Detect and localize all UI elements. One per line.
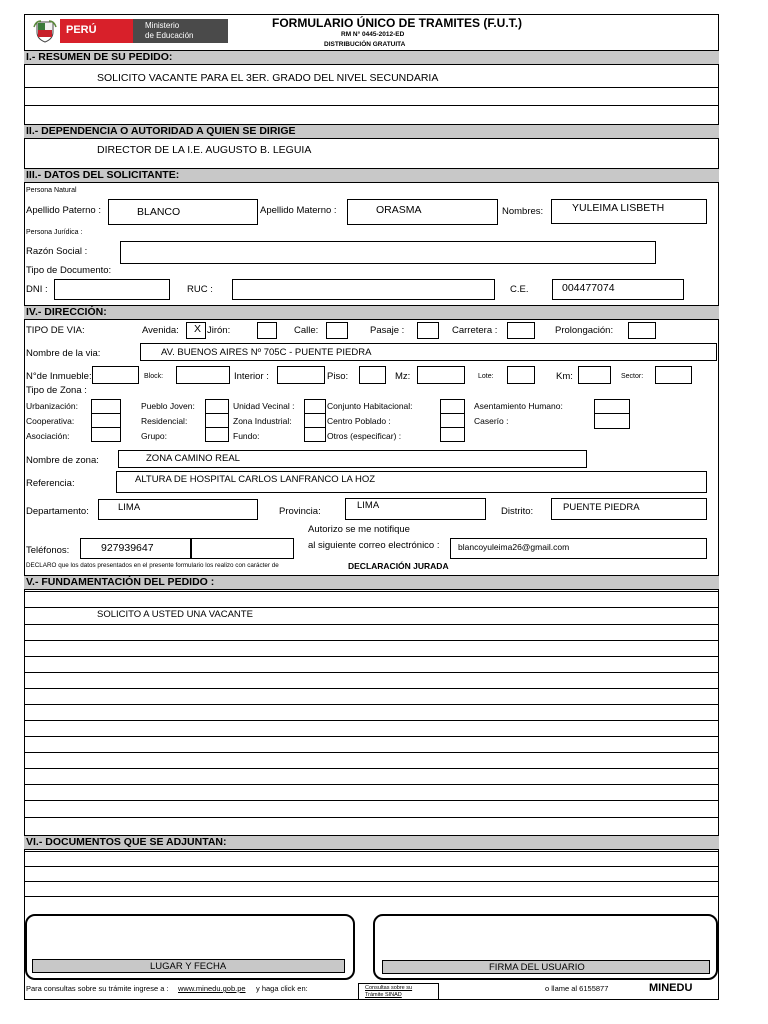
referencia-label: Referencia: bbox=[26, 478, 75, 489]
rule bbox=[24, 817, 719, 818]
pueblo-joven-checkbox[interactable] bbox=[205, 399, 229, 414]
zona-industrial-checkbox[interactable] bbox=[304, 413, 326, 428]
rule bbox=[24, 851, 719, 852]
centro-poblado-checkbox[interactable] bbox=[440, 413, 465, 428]
conjunto-habitacional-label: Conjunto Habitacional: bbox=[327, 401, 413, 411]
nombre-via-value: AV. BUENOS AIRES Nº 705C - PUENTE PIEDRA bbox=[161, 347, 372, 358]
telefonos-label: Teléfonos: bbox=[26, 545, 70, 556]
otros-checkbox[interactable] bbox=[440, 427, 465, 442]
brand-country-block bbox=[60, 19, 133, 43]
interior-label: Interior : bbox=[234, 371, 269, 382]
sinad-line1: Consultas sobre su bbox=[365, 985, 413, 991]
rule bbox=[24, 720, 719, 721]
otros-label: Otros (especificar) : bbox=[327, 431, 402, 441]
brand-ministry-block bbox=[133, 19, 228, 43]
prolongacion-label: Prolongación: bbox=[555, 325, 614, 336]
dni-field[interactable] bbox=[54, 279, 170, 300]
tipo-documento-label: Tipo de Documento: bbox=[26, 265, 112, 276]
cooperativa-label: Cooperativa: bbox=[26, 416, 75, 426]
rule bbox=[24, 87, 719, 88]
form-rm: RM N° 0445-2012-ED bbox=[341, 31, 405, 38]
lote-label: Lote: bbox=[478, 373, 494, 380]
interior-field[interactable] bbox=[277, 366, 325, 384]
rule bbox=[24, 624, 719, 625]
sector-label: Sector: bbox=[621, 373, 644, 380]
asociacion-label: Asociación: bbox=[26, 431, 70, 441]
email-value: blancoyuleima26@gmail.com bbox=[458, 542, 570, 552]
nombres-value: YULEIMA LISBETH bbox=[572, 202, 665, 214]
section-5-header: V.- FUNDAMENTACIÓN DEL PEDIDO : bbox=[24, 575, 719, 590]
fundo-label: Fundo: bbox=[233, 431, 260, 441]
rule bbox=[24, 736, 719, 737]
declaro-small: DECLARO que los datos presentados en el presente formulario los realizo con carácter de bbox=[26, 562, 279, 569]
zona-industrial-label: Zona Industrial: bbox=[233, 416, 292, 426]
departamento-value: LIMA bbox=[118, 502, 141, 513]
ce-value: 004477074 bbox=[562, 282, 615, 294]
provincia-label: Provincia: bbox=[279, 506, 321, 517]
centro-poblado-label: Centro Poblado : bbox=[327, 416, 391, 426]
ruc-field[interactable] bbox=[232, 279, 495, 300]
section-3-header: III.- DATOS DEL SOLICITANTE: bbox=[24, 168, 719, 183]
conjunto-habitacional-checkbox[interactable] bbox=[440, 399, 465, 414]
rule bbox=[24, 768, 719, 769]
inmueble-label: N°de Inmueble: bbox=[26, 371, 92, 382]
persona-juridica-label: Persona Jurídica : bbox=[26, 229, 83, 236]
click-text: y haga click en: bbox=[256, 984, 308, 993]
phone-text: o llame al 6155877 bbox=[545, 984, 609, 993]
unidad-vecinal-checkbox[interactable] bbox=[304, 399, 326, 414]
cooperativa-checkbox[interactable] bbox=[91, 413, 121, 428]
rule bbox=[24, 881, 719, 882]
telefono-value: 927939647 bbox=[101, 542, 154, 554]
autorizo-line1: Autorizo se me notifique bbox=[308, 524, 410, 535]
asociacion-checkbox[interactable] bbox=[91, 427, 121, 442]
mz-label: Mz: bbox=[395, 371, 411, 382]
minedu-label: MINEDU bbox=[649, 982, 693, 994]
rule bbox=[24, 866, 719, 867]
fundo-checkbox[interactable] bbox=[304, 427, 326, 442]
dni-label: DNI : bbox=[26, 284, 48, 295]
provincia-value: LIMA bbox=[357, 500, 380, 511]
apellido-materno-field[interactable] bbox=[347, 199, 498, 225]
tipo-zona-label: Tipo de Zona : bbox=[26, 385, 87, 396]
apellido-materno-value: ORASMA bbox=[376, 204, 422, 216]
nombres-label: Nombres: bbox=[502, 206, 544, 217]
section-1-text: SOLICITO VACANTE PARA EL 3ER. GRADO DEL NIVEL SECUNDARIA bbox=[97, 72, 439, 84]
brand-country: PERÚ bbox=[66, 24, 97, 36]
avenida-mark: X bbox=[194, 323, 202, 335]
apellido-materno-label: Apellido Materno : bbox=[260, 205, 337, 216]
apellido-paterno-value: BLANCO bbox=[137, 206, 181, 218]
avenida-label: Avenida: bbox=[142, 325, 179, 336]
residencial-checkbox[interactable] bbox=[205, 413, 229, 428]
carretera-checkbox[interactable] bbox=[507, 322, 535, 339]
rule bbox=[24, 640, 719, 641]
section-5-text: SOLICITO A USTED UNA VACANTE bbox=[97, 609, 253, 620]
km-label: Km: bbox=[556, 371, 573, 382]
jiron-checkbox[interactable] bbox=[257, 322, 277, 339]
nombre-zona-value: ZONA CAMINO REAL bbox=[146, 453, 240, 464]
rule bbox=[24, 672, 719, 673]
ruc-label: RUC : bbox=[187, 284, 213, 295]
rule bbox=[24, 105, 719, 106]
section-2-text: DIRECTOR DE LA I.E. AUGUSTO B. LEGUIA bbox=[97, 144, 312, 156]
apellido-paterno-field[interactable] bbox=[108, 199, 258, 225]
block-label: Block: bbox=[144, 373, 164, 380]
nombre-zona-label: Nombre de zona: bbox=[26, 455, 99, 466]
nombre-via-label: Nombre de la via: bbox=[26, 348, 101, 359]
section-6-header: VI.- DOCUMENTOS QUE SE ADJUNTAN: bbox=[24, 835, 719, 850]
grupo-label: Grupo: bbox=[141, 431, 167, 441]
residencial-label: Residencial: bbox=[141, 416, 188, 426]
form-title: FORMULARIO ÚNICO DE TRAMITES (F.U.T.) bbox=[272, 16, 522, 30]
ce-label: C.E. bbox=[510, 284, 529, 295]
minedu-url[interactable]: www.minedu.gob.pe bbox=[178, 984, 246, 993]
inmueble-field[interactable] bbox=[92, 366, 139, 384]
rule bbox=[24, 704, 719, 705]
section-2-header: II.- DEPENDENCIA O AUTORIDAD A QUIEN SE DIRIGE bbox=[24, 124, 719, 139]
autorizo-line2: al siguiente correo electrónico : bbox=[308, 540, 440, 551]
carretera-label: Carretera : bbox=[452, 325, 498, 336]
caserio-label: Caserío : bbox=[474, 416, 509, 426]
form-distribution: DISTRIBUCIÓN GRATUITA bbox=[324, 41, 406, 48]
rule bbox=[24, 688, 719, 689]
brand-ministry-line1: Ministerio bbox=[145, 21, 180, 30]
brand-ministry-line2: de Educación bbox=[145, 31, 194, 40]
rule bbox=[24, 607, 719, 608]
firma-label: FIRMA DEL USUARIO bbox=[489, 962, 585, 973]
caserio-checkbox[interactable] bbox=[594, 413, 630, 429]
asentamiento-humano-checkbox[interactable] bbox=[594, 399, 630, 414]
distrito-label: Distrito: bbox=[501, 506, 534, 517]
calle-checkbox[interactable] bbox=[326, 322, 348, 339]
razon-social-field[interactable] bbox=[120, 241, 656, 264]
referencia-value: ALTURA DE HOSPITAL CARLOS LANFRANCO LA HOZ bbox=[135, 474, 376, 485]
tipo-via-label: TIPO DE VIA: bbox=[26, 325, 85, 336]
sinad-line2: Trámite SINAD bbox=[365, 992, 402, 998]
rule bbox=[24, 591, 719, 592]
urbanizacion-label: Urbanización: bbox=[26, 401, 78, 411]
mz-field[interactable] bbox=[417, 366, 465, 384]
km-field[interactable] bbox=[578, 366, 611, 384]
pueblo-joven-label: Pueblo Joven: bbox=[141, 401, 195, 411]
jiron-label: Jirón: bbox=[207, 325, 231, 336]
pasaje-label: Pasaje : bbox=[370, 325, 405, 336]
razon-social-label: Razón Social : bbox=[26, 246, 88, 257]
unidad-vecinal-label: Unidad Vecinal : bbox=[233, 401, 295, 411]
telefono-field-2[interactable] bbox=[191, 538, 294, 559]
coat-of-arms-icon bbox=[32, 19, 58, 43]
distrito-value: PUENTE PIEDRA bbox=[563, 502, 640, 513]
pasaje-checkbox[interactable] bbox=[417, 322, 439, 339]
departamento-label: Departamento: bbox=[26, 506, 89, 517]
sinad-button[interactable] bbox=[358, 983, 439, 1000]
declaro-bold: DECLARACIÓN JURADA bbox=[348, 561, 449, 571]
grupo-checkbox[interactable] bbox=[205, 427, 229, 442]
section-4-header: IV.- DIRECCIÓN: bbox=[24, 305, 719, 320]
rule bbox=[24, 752, 719, 753]
consultas-text: Para consultas sobre su trámite ingrese a : bbox=[26, 984, 169, 993]
block-field[interactable] bbox=[176, 366, 230, 384]
piso-field[interactable] bbox=[359, 366, 386, 384]
rule bbox=[24, 656, 719, 657]
urbanizacion-checkbox[interactable] bbox=[91, 399, 121, 414]
brand-logo bbox=[32, 19, 228, 43]
asentamiento-humano-label: Asentamiento Humano: bbox=[474, 401, 563, 411]
calle-label: Calle: bbox=[294, 325, 319, 336]
rule bbox=[24, 800, 719, 801]
apellido-paterno-label: Apellido Paterno : bbox=[26, 205, 101, 216]
sector-field[interactable] bbox=[655, 366, 692, 384]
persona-natural-label: Persona Natural bbox=[26, 187, 77, 194]
lugar-fecha-label: LUGAR Y FECHA bbox=[150, 961, 227, 972]
section-1-header: I.- RESUMEN DE SU PEDIDO: bbox=[24, 50, 719, 65]
rule bbox=[24, 784, 719, 785]
piso-label: Piso: bbox=[327, 371, 349, 382]
rule bbox=[24, 896, 719, 897]
lote-field[interactable] bbox=[507, 366, 535, 384]
prolongacion-checkbox[interactable] bbox=[628, 322, 656, 339]
